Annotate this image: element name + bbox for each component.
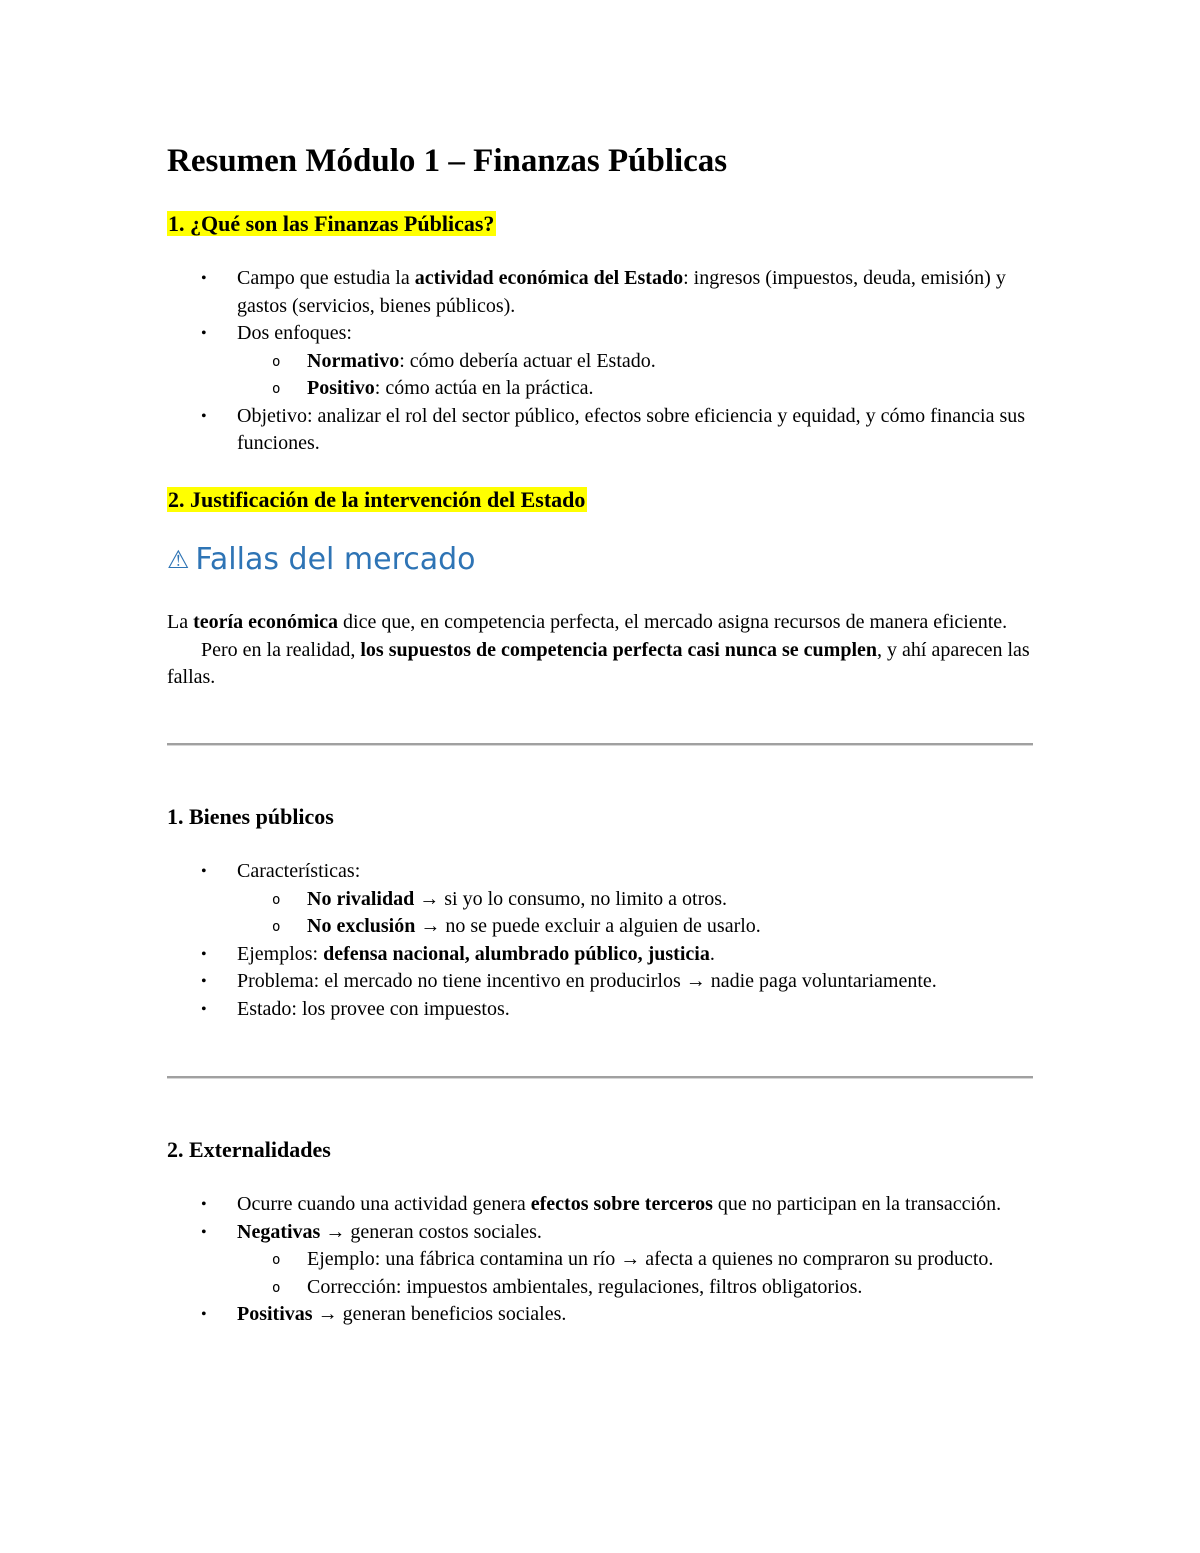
bienes-heading: 1. Bienes públicos	[167, 804, 334, 829]
bullet-icon: •	[201, 973, 207, 990]
list-item-text: Ocurre cuando una actividad genera	[237, 1193, 531, 1215]
fallas-heading	[167, 538, 476, 582]
list-item-text: Ejemplos:	[237, 942, 324, 965]
sub-list-item-bold: No exclusión	[307, 915, 416, 937]
section-1-heading-text: 1. ¿Qué son las Finanzas Públicas?	[168, 211, 495, 236]
list-item-bold: Negativas	[237, 1220, 321, 1243]
bullet-icon: •	[201, 863, 207, 880]
sub-list-item-text: Corrección: impuestos ambientales, regulaciones, filtros obligatorios.	[307, 1275, 863, 1298]
list-item	[167, 968, 1037, 996]
list-item-bold: Positivas	[237, 1303, 313, 1325]
list-item-text: Características:	[237, 860, 361, 882]
bullet-icon: •	[201, 407, 207, 425]
sub-bullet-icon: o	[272, 1252, 281, 1268]
paragraph-text: , y ahí aparecen las fallas.	[167, 638, 1030, 688]
list-item-bold: actividad económica del Estado	[414, 267, 684, 289]
list-item-text: Campo que estudia la	[237, 267, 415, 289]
bullet-icon: •	[201, 270, 207, 287]
list-item-text: → generan beneficios sociales.	[312, 1303, 567, 1325]
sub-list-item	[237, 348, 1037, 376]
list-item-text: .	[709, 942, 715, 965]
list-item	[167, 1301, 1037, 1329]
section-1-heading	[167, 208, 496, 240]
list-item	[167, 403, 1037, 458]
list-item-bold: defensa nacional, alumbrado público, justicia	[323, 942, 710, 965]
fallas-paragraph	[167, 609, 1037, 692]
horizontal-divider	[167, 743, 1033, 746]
section-1-list	[167, 265, 1037, 458]
sub-list-item	[237, 375, 1037, 403]
paragraph-bold: teoría económica	[193, 611, 339, 633]
list-item	[167, 1219, 1037, 1302]
list-item-text: Problema: el mercado no tiene incentivo en producirlos → nadie paga voluntariamente.	[237, 970, 937, 992]
sub-list	[167, 886, 1037, 941]
bullet-icon: •	[201, 325, 207, 342]
list-item	[167, 320, 1037, 403]
section-2-heading	[167, 484, 587, 516]
list-item	[167, 996, 1037, 1024]
bullet-icon: •	[201, 1223, 207, 1241]
list-item	[167, 265, 1037, 320]
sub-list	[167, 348, 1037, 403]
sub-list-item-text: Ejemplo: una fábrica contamina un río → afecta a quienes no compraron su producto.	[307, 1248, 994, 1270]
list-item-text: Dos enfoques:	[237, 322, 352, 344]
sub-bullet-icon: o	[272, 353, 281, 370]
sub-list-item	[237, 1274, 1037, 1302]
sub-list-item-text: → no se puede excluir a alguien de usarlo.	[415, 915, 761, 937]
paragraph-text: La	[167, 611, 194, 633]
list-item-text: : ingresos (impuestos, deuda, emisión) y gastos (servicios, bienes públicos).	[237, 267, 1006, 317]
sub-list-item-bold: Normativo	[307, 349, 400, 372]
paragraph-text: dice que, en competencia perfecta, el mercado asigna recursos de manera eficiente.	[338, 611, 1008, 633]
sub-list-item	[237, 913, 1037, 941]
list-item-text: que no participan en la transacción.	[712, 1193, 1002, 1215]
sub-bullet-icon: o	[272, 919, 281, 935]
bullet-icon: •	[201, 945, 207, 963]
paragraph-bold: los supuestos de competencia perfecta casi nunca se cumplen	[360, 638, 878, 661]
bienes-list	[167, 858, 1037, 1023]
sub-list-item-bold: Positivo	[307, 377, 375, 399]
externalidades-heading: 2. Externalidades	[167, 1137, 331, 1162]
list-item	[167, 1191, 1037, 1219]
bullet-icon: •	[201, 1306, 207, 1323]
sub-bullet-icon: o	[272, 381, 281, 397]
list-item	[167, 858, 1037, 941]
sub-list	[167, 1246, 1037, 1301]
sub-list-item-text: → si yo lo consumo, no limito a otros.	[414, 887, 728, 910]
warning-icon: ⚠	[167, 545, 190, 574]
bullet-icon: •	[201, 1000, 207, 1018]
externalidades-list	[167, 1191, 1037, 1329]
horizontal-divider	[167, 1076, 1033, 1079]
sub-list-item	[237, 1246, 1037, 1274]
sub-list-item	[237, 886, 1037, 914]
list-item-text: → generan costos sociales.	[320, 1220, 542, 1243]
fallas-heading-text: Fallas del mercado	[195, 542, 476, 577]
paragraph-text: Pero en la realidad,	[201, 638, 361, 661]
sub-list-item-text: : cómo actúa en la práctica.	[374, 377, 594, 399]
document-title: Resumen Módulo 1 – Finanzas Públicas	[167, 143, 728, 179]
sub-list-item-bold: No rivalidad	[307, 887, 415, 910]
sub-bullet-icon: o	[272, 891, 281, 908]
sub-bullet-icon: o	[272, 1279, 281, 1296]
list-item-bold: efectos sobre terceros	[530, 1193, 713, 1215]
bullet-icon: •	[201, 1196, 207, 1213]
section-2-heading-text: 2. Justificación de la intervención del Estado	[168, 487, 586, 512]
list-item	[167, 941, 1037, 969]
list-item-text: Objetivo: analizar el rol del sector público, efectos sobre eficiencia y equidad, y cómo financia sus funciones.	[237, 404, 1026, 454]
sub-list-item-text: : cómo debería actuar el Estado.	[399, 349, 656, 372]
list-item-text: Estado: los provee con impuestos.	[237, 997, 510, 1020]
